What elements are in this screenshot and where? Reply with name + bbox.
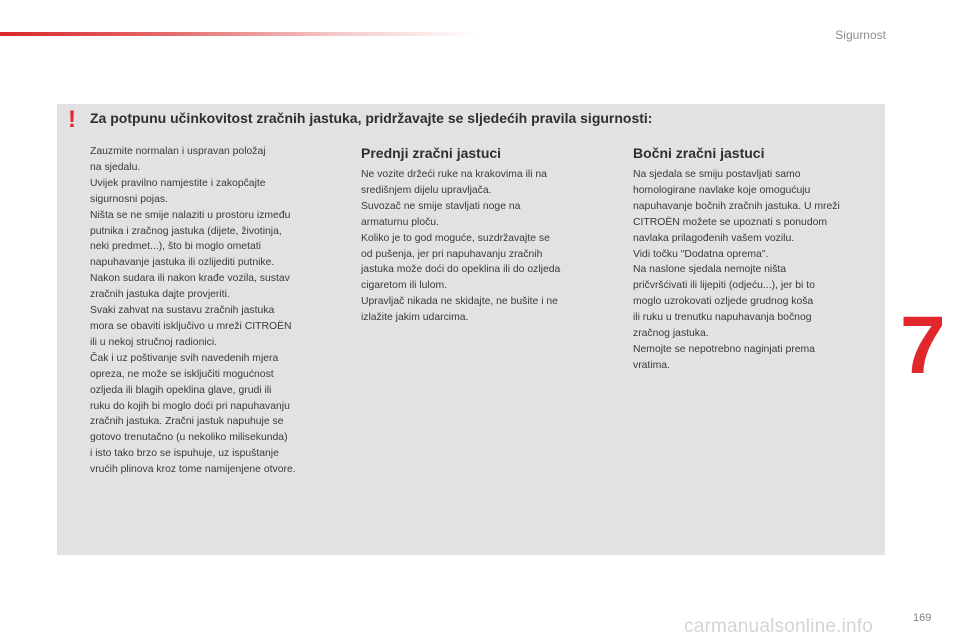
front-airbags-text: Ne vozite držeći ruke na krakovima ili na središnjem dijelu upravljača. Suvozač ne smije stavljati noge na armaturnu ploču. Koliko je to god moguće, suzdržavajte se od pušenja, jer pri napuhavanju zračnih jastuka može doći do opeklina ili do ozljeda cigaretom ili lulom. Upravljač nikada ne skidajte, ne bušite i ne izlažite jakim udarcima. [361,169,561,324]
general-rules-column [90,144,346,478]
general-rules-text: Zauzmite normalan i uspravan položaj na sjedalu. Uvijek pravilno namjestite i zakopčajte sigurnosni pojas. Ništa se ne smije nalaziti u prostoru između putnika i zračnog jastuka (dijete, životinja, neki predmet...), što bi moglo ometati napuhavanje jastuka ili ozlijediti putnike. Nakon sudara ili nakon krađe vozila, sustav zračnih jastuka dajte provjeriti. Svaki zahvat na sustavu zračnih jastuka mora se obaviti isključivo u mreži CITROËN ili u nekoj stručnoj radionici. Čak i uz poštivanje svih navedenih mjera opreza, ne može se isključiti mogućnost ozljeda ili blagih opeklina glave, grudi ili ruku do kojih bi moglo doći pri napuhavanju zračnih jastuka. Zračni jastuk napuhuje se gotovo trenutačno (u nekoliko milisekunda) i isto tako brzo se ispuhuje, uz ispuštanje vrućih plinova kroz tome namijenjene otvore. [90,146,296,476]
safety-rules-panel [57,104,885,555]
side-airbags-column [633,144,881,374]
page-number: 169 [913,612,932,624]
header-accent-bar [0,32,480,36]
front-airbags-title: Prednji zračni jastuci [361,145,502,161]
side-airbags-text: Na sjedala se smiju postavljati samo homologirane navlake koje omogućuju napuhavanje bočnih zračnih jastuka. U mreži CITROËN možete se upoznati s ponudom navlaka prilagođenih vašem vozilu. Vidi točku "Dodatna oprema". Na naslone sjedala nemojte ništa pričvršćivati ili lijepiti (odjeću...), jer bi to moglo uzrokovati ozljede grudnog koša ili ruku u trenutku napuhavanja bočnog zračnog jastuka. Nemojte se nepotrebno naginjati prema vratima. [633,169,840,371]
side-airbags-title: Bočni zračni jastuci [633,145,765,161]
section-title: Sigurnost [835,28,886,42]
panel-heading: Za potpunu učinkovitost zračnih jastuka, pridržavajte se sljedećih pravila sigurnosti: [90,110,653,126]
front-airbags-column [361,144,611,326]
warning-icon: ! [68,106,76,133]
watermark: carmanualsonline.info [684,616,874,637]
chapter-number: 7 [900,300,946,391]
